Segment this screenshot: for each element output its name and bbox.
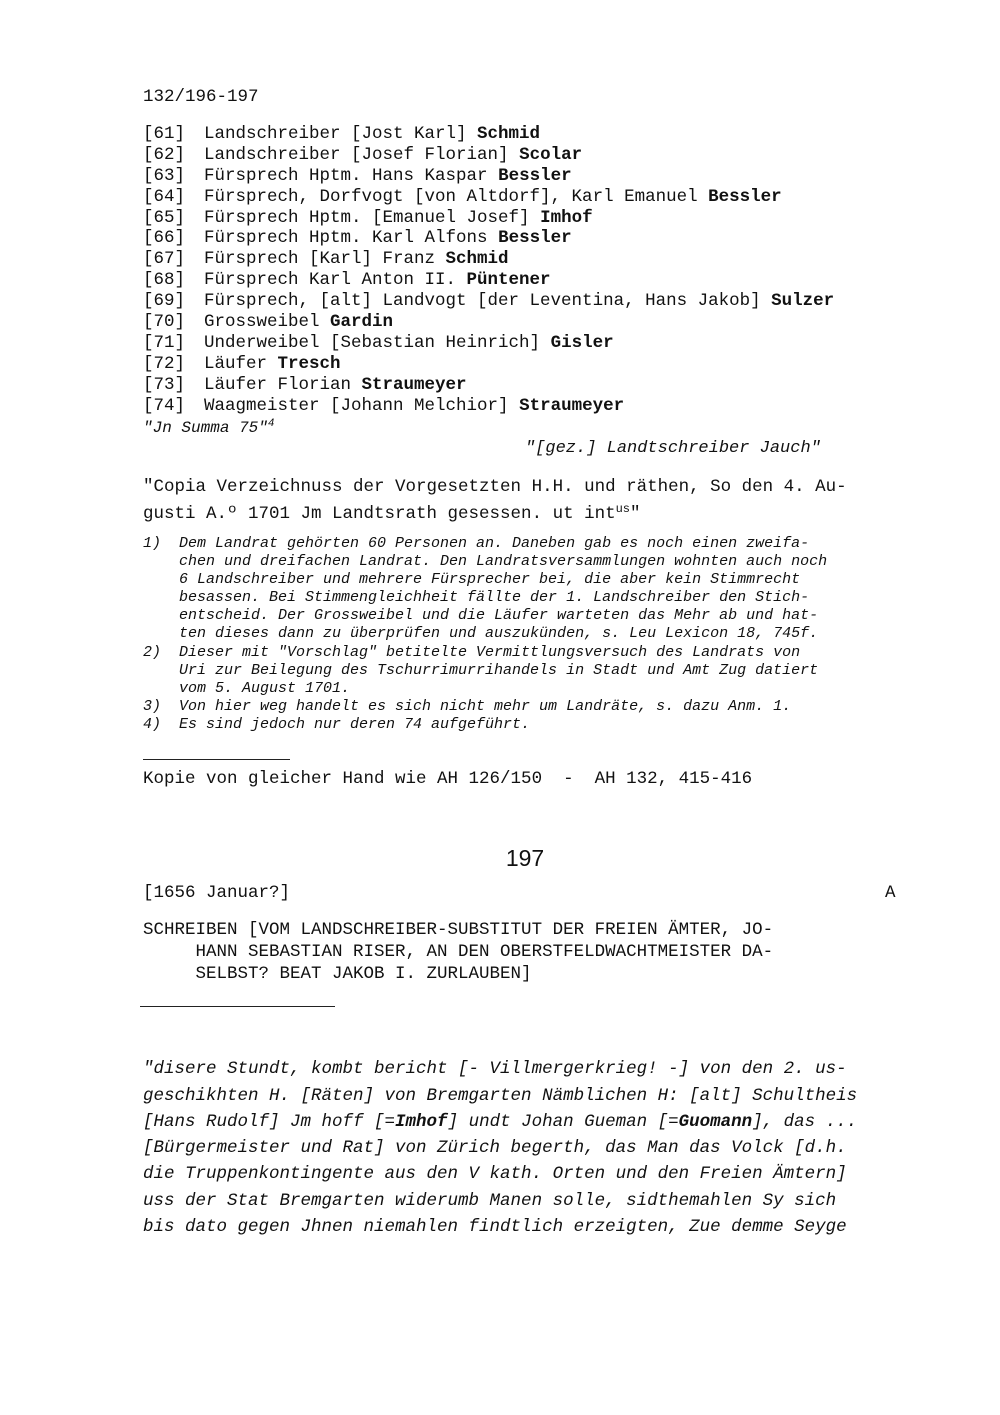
entry-number: [64]: [143, 186, 186, 207]
entry-text: Grossweibel: [204, 312, 331, 333]
footnote-number: 4): [143, 715, 162, 733]
entry-name: Gardin: [330, 312, 394, 333]
footnote: [143, 535, 918, 644]
list-item: [143, 354, 834, 375]
footnote-text: Es sind jedoch nur deren 74 aufgeführt.: [179, 715, 531, 733]
entry-number: [65]: [143, 207, 186, 228]
entry-text: Läufer Florian: [204, 374, 362, 395]
entry-number: [71]: [143, 332, 186, 353]
entry-name: Schmid: [445, 249, 509, 270]
copy-note: Kopie von gleicher Hand wie AH 126/150 - AH 132, 415-416: [143, 769, 753, 789]
entry-text: Landschreiber [Jost Karl]: [204, 124, 478, 144]
entry-text: Fürsprech Hptm. Hans Kaspar: [204, 165, 499, 186]
list-item: [143, 249, 834, 270]
title-line: SELBST? BEAT JAKOB I. ZURLAUBEN]: [143, 964, 532, 984]
footnote-text: Von hier weg handelt es sich nicht mehr um Landräte, s. dazu Anm. 1.: [179, 697, 792, 715]
list-item: [143, 166, 834, 187]
entry-number: [72]: [143, 353, 186, 374]
signature: "[gez.] Landtschreiber Jauch": [525, 439, 821, 458]
entry-name: Schmid: [477, 124, 541, 144]
entry-name: Imhof: [540, 207, 593, 228]
document-date: [1656 Januar?]: [143, 883, 291, 903]
copia-heading: "Copia Verzeichnuss der Vorgesetzten H.H. und räthen, So den 4. Au- gusti A.º 1701 Jm Landtsrath gesessen. ut int$^{us}$": [143, 477, 847, 524]
entry-text: Landschreiber [Josef Florian]: [204, 144, 520, 165]
entry-number: [66]: [143, 228, 186, 249]
entry-text: Fürsprech Hptm. [Emanuel Josef]: [204, 207, 541, 228]
entry-number: [69]: [143, 291, 186, 312]
divider: [143, 759, 290, 760]
entry-name: Bessler: [498, 228, 572, 249]
entry-name: Bessler: [708, 186, 782, 207]
body-line: "disere Stundt, kombt bericht [- Villmergerkrieg! -] von den 2. us-: [143, 1059, 847, 1080]
body-line: die Truppenkontingente aus den V kath. Orten und den Freien Ämtern]: [143, 1164, 847, 1185]
entry-text: Fürsprech Hptm. Karl Alfons: [204, 228, 499, 249]
list-item: [143, 145, 834, 166]
entry-text: Underweibel [Sebastian Heinrich]: [204, 332, 551, 353]
entry-text: Fürsprech [Karl] Franz: [204, 249, 446, 270]
document-body: [143, 1030, 857, 1267]
member-list: [143, 124, 834, 416]
footnote-text: Dieser mit "Vorschlag" betitelte Vermittlungsversuch des Landrats von Uri zur Beilegung des Tschurrimurrihandels in Stadt und Amt Zug datiert vom 5. August 1701.: [179, 643, 819, 697]
entry-text: Läufer: [204, 353, 278, 374]
entry-name: Scolar: [519, 144, 583, 165]
list-item: [143, 291, 834, 312]
entry-number: [73]: [143, 374, 186, 395]
footnote-text: Dem Landrat gehörten 60 Personen an. Daneben gab es noch einen zweifa- chen und dreifachen Landrat. Den Landratsversammlungen wohnten auch noch 6 Landschreiber und mehrere Fürsprecher bei, die aber kein Stimmrecht besassen. Bei Stimmengleichheit fällte der 1. Landschreiber den Stich- entscheid. Der Grossweibel und die Läufer warteten das Mehr ab und hat- ten dieses dann zu überprüfen und auszukünden, s. Leu Lexicon 18, 745f.: [179, 535, 828, 643]
list-item: [143, 124, 834, 145]
document-number: 197: [505, 845, 545, 871]
footnote: [143, 716, 918, 734]
entry-number: [61]: [143, 124, 186, 144]
entry-number: [68]: [143, 270, 186, 291]
footnote-number: 2): [143, 643, 162, 661]
footnotes: [143, 535, 918, 734]
list-item: [143, 187, 834, 208]
footnote-number: 3): [143, 697, 162, 715]
body-line: bis dato gegen Jhnen niemahlen findtlich erzeigten, Zue demme Seyge: [143, 1217, 847, 1238]
divider: [140, 1006, 335, 1007]
entry-name: Sulzer: [771, 291, 835, 312]
list-item: [143, 228, 834, 249]
entry-text: Fürsprech, [alt] Landvogt [der Leventina, Hans Jakob]: [204, 291, 772, 312]
page-reference: 132/196-197: [143, 87, 259, 107]
list-item: [143, 270, 834, 291]
entry-number: [63]: [143, 165, 186, 186]
title-line: HANN SEBASTIAN RISER, AN DEN OBERSTFELDWACHTMEISTER DA-: [143, 942, 774, 962]
list-item: [143, 333, 834, 354]
list-item: [143, 208, 834, 229]
document-title: [143, 919, 773, 985]
body-line: uss der Stat Bremgarten widerumb Manen solle, sidthemahlen Sy sich: [143, 1190, 837, 1211]
list-item: [143, 375, 834, 396]
entry-name: Straumeyer: [361, 374, 467, 395]
footnote: [143, 698, 918, 716]
entry-text: Fürsprech, Dorfvogt [von Altdorf], Karl Emanuel: [204, 186, 709, 207]
list-item: [143, 396, 834, 417]
body-line: [Bürgermeister und Rat] von Zürich begerth, das Man das Volck [d.h.: [143, 1138, 847, 1159]
title-line: SCHREIBEN [VOM LANDSCHREIBER-SUBSTITUT DER FREIEN ÄMTER, JO-: [143, 920, 774, 940]
summa-line: "Jn Summa 75"$^4$: [143, 418, 275, 437]
entry-name: Gisler: [550, 332, 614, 353]
list-item: [143, 312, 834, 333]
entry-text: Waagmeister [Johann Melchior]: [204, 395, 520, 416]
entry-number: [62]: [143, 144, 186, 165]
footnote: [143, 644, 918, 698]
entry-number: [70]: [143, 312, 186, 333]
entry-text: Fürsprech Karl Anton II.: [204, 270, 467, 291]
footnote-number: 1): [143, 535, 162, 552]
document-category: A: [885, 883, 896, 903]
entry-name: Straumeyer: [519, 395, 625, 416]
body-line: geschikhten H. [Räten] von Bremgarten Nämblichen H: [alt] Schultheis: [143, 1085, 858, 1106]
entry-name: Bessler: [498, 165, 572, 186]
entry-name: Püntener: [466, 270, 551, 291]
entry-number: [67]: [143, 249, 186, 270]
body-line: [Hans Rudolf] Jm hoff [=Imhof] undt Johan Gueman [=Guomann], das ...: [143, 1111, 858, 1132]
entry-number: [74]: [143, 395, 186, 416]
entry-name: Tresch: [277, 353, 341, 374]
